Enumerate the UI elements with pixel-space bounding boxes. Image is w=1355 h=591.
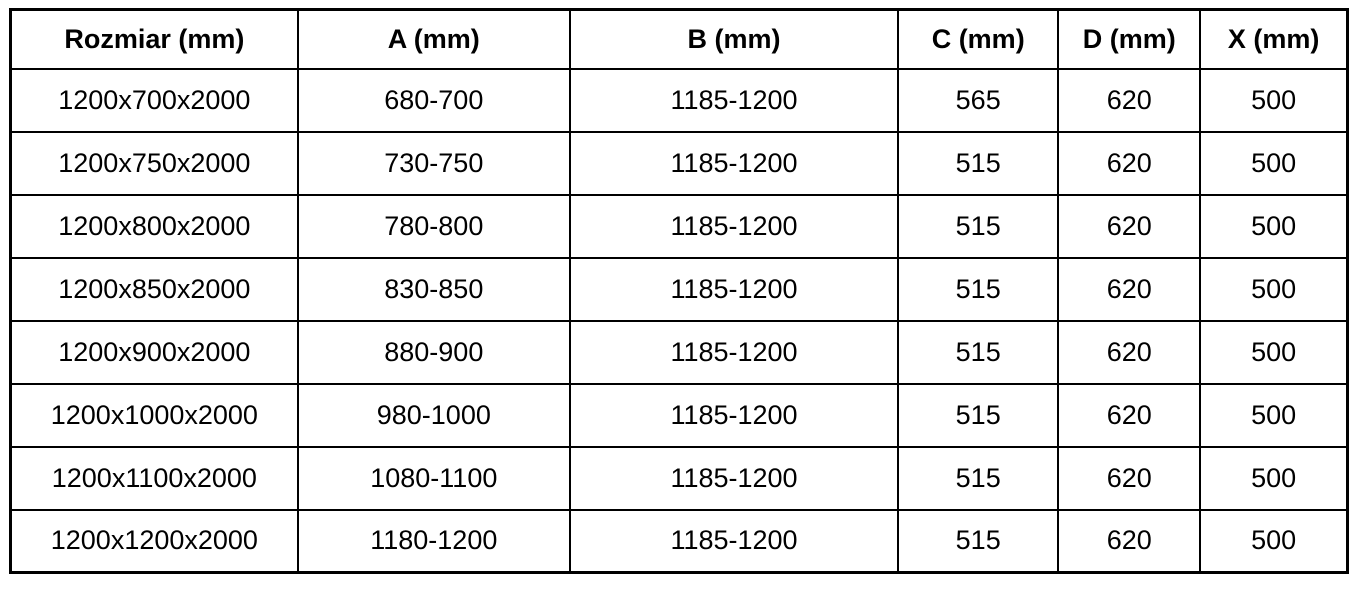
- table-cell: 515: [898, 321, 1058, 384]
- table-body: [11, 69, 1348, 573]
- size-spec-table-container: [9, 8, 1349, 574]
- table-cell: 1200x900x2000: [11, 321, 298, 384]
- table-cell: 1185-1200: [570, 447, 898, 510]
- table-cell: 730-750: [298, 132, 570, 195]
- table-cell: 500: [1200, 258, 1347, 321]
- table-row: [11, 258, 1348, 321]
- size-spec-table: [9, 8, 1349, 574]
- table-cell: 830-850: [298, 258, 570, 321]
- table-cell: 1200x850x2000: [11, 258, 298, 321]
- table-cell: 880-900: [298, 321, 570, 384]
- table-cell: 500: [1200, 447, 1347, 510]
- table-cell: 500: [1200, 132, 1347, 195]
- table-cell: 1080-1100: [298, 447, 570, 510]
- table-cell: 1180-1200: [298, 510, 570, 573]
- table-cell: 500: [1200, 195, 1347, 258]
- table-cell: 500: [1200, 321, 1347, 384]
- table-row: [11, 447, 1348, 510]
- table-cell: 565: [898, 69, 1058, 132]
- table-cell: 980-1000: [298, 384, 570, 447]
- table-row: [11, 510, 1348, 573]
- table-cell: 780-800: [298, 195, 570, 258]
- table-cell: 515: [898, 384, 1058, 447]
- table-cell: 1185-1200: [570, 69, 898, 132]
- table-cell: 1185-1200: [570, 195, 898, 258]
- table-cell: 515: [898, 447, 1058, 510]
- table-cell: 620: [1058, 132, 1200, 195]
- table-cell: 515: [898, 510, 1058, 573]
- column-header-rozmiar: Rozmiar (mm): [11, 10, 298, 69]
- table-cell: 1200x1200x2000: [11, 510, 298, 573]
- table-cell: 620: [1058, 258, 1200, 321]
- table-cell: 1185-1200: [570, 321, 898, 384]
- table-row: [11, 321, 1348, 384]
- table-cell: 1200x750x2000: [11, 132, 298, 195]
- table-cell: 1185-1200: [570, 258, 898, 321]
- table-row: [11, 69, 1348, 132]
- table-cell: 515: [898, 132, 1058, 195]
- table-row: [11, 132, 1348, 195]
- table-cell: 680-700: [298, 69, 570, 132]
- table-cell: 620: [1058, 195, 1200, 258]
- table-cell: 1200x800x2000: [11, 195, 298, 258]
- column-header-c: C (mm): [898, 10, 1058, 69]
- header-row: [11, 10, 1348, 69]
- table-cell: 620: [1058, 384, 1200, 447]
- column-header-a: A (mm): [298, 10, 570, 69]
- table-cell: 500: [1200, 69, 1347, 132]
- column-header-x: X (mm): [1200, 10, 1347, 69]
- table-cell: 1200x1100x2000: [11, 447, 298, 510]
- table-row: [11, 195, 1348, 258]
- table-cell: 620: [1058, 69, 1200, 132]
- table-cell: 1185-1200: [570, 510, 898, 573]
- table-cell: 620: [1058, 321, 1200, 384]
- table-cell: 515: [898, 258, 1058, 321]
- table-cell: 500: [1200, 384, 1347, 447]
- table-cell: 500: [1200, 510, 1347, 573]
- table-cell: 515: [898, 195, 1058, 258]
- table-cell: 1185-1200: [570, 132, 898, 195]
- table-cell: 1185-1200: [570, 384, 898, 447]
- table-cell: 1200x1000x2000: [11, 384, 298, 447]
- column-header-b: B (mm): [570, 10, 898, 69]
- table-cell: 620: [1058, 510, 1200, 573]
- table-cell: 1200x700x2000: [11, 69, 298, 132]
- table-row: [11, 384, 1348, 447]
- column-header-d: D (mm): [1058, 10, 1200, 69]
- table-cell: 620: [1058, 447, 1200, 510]
